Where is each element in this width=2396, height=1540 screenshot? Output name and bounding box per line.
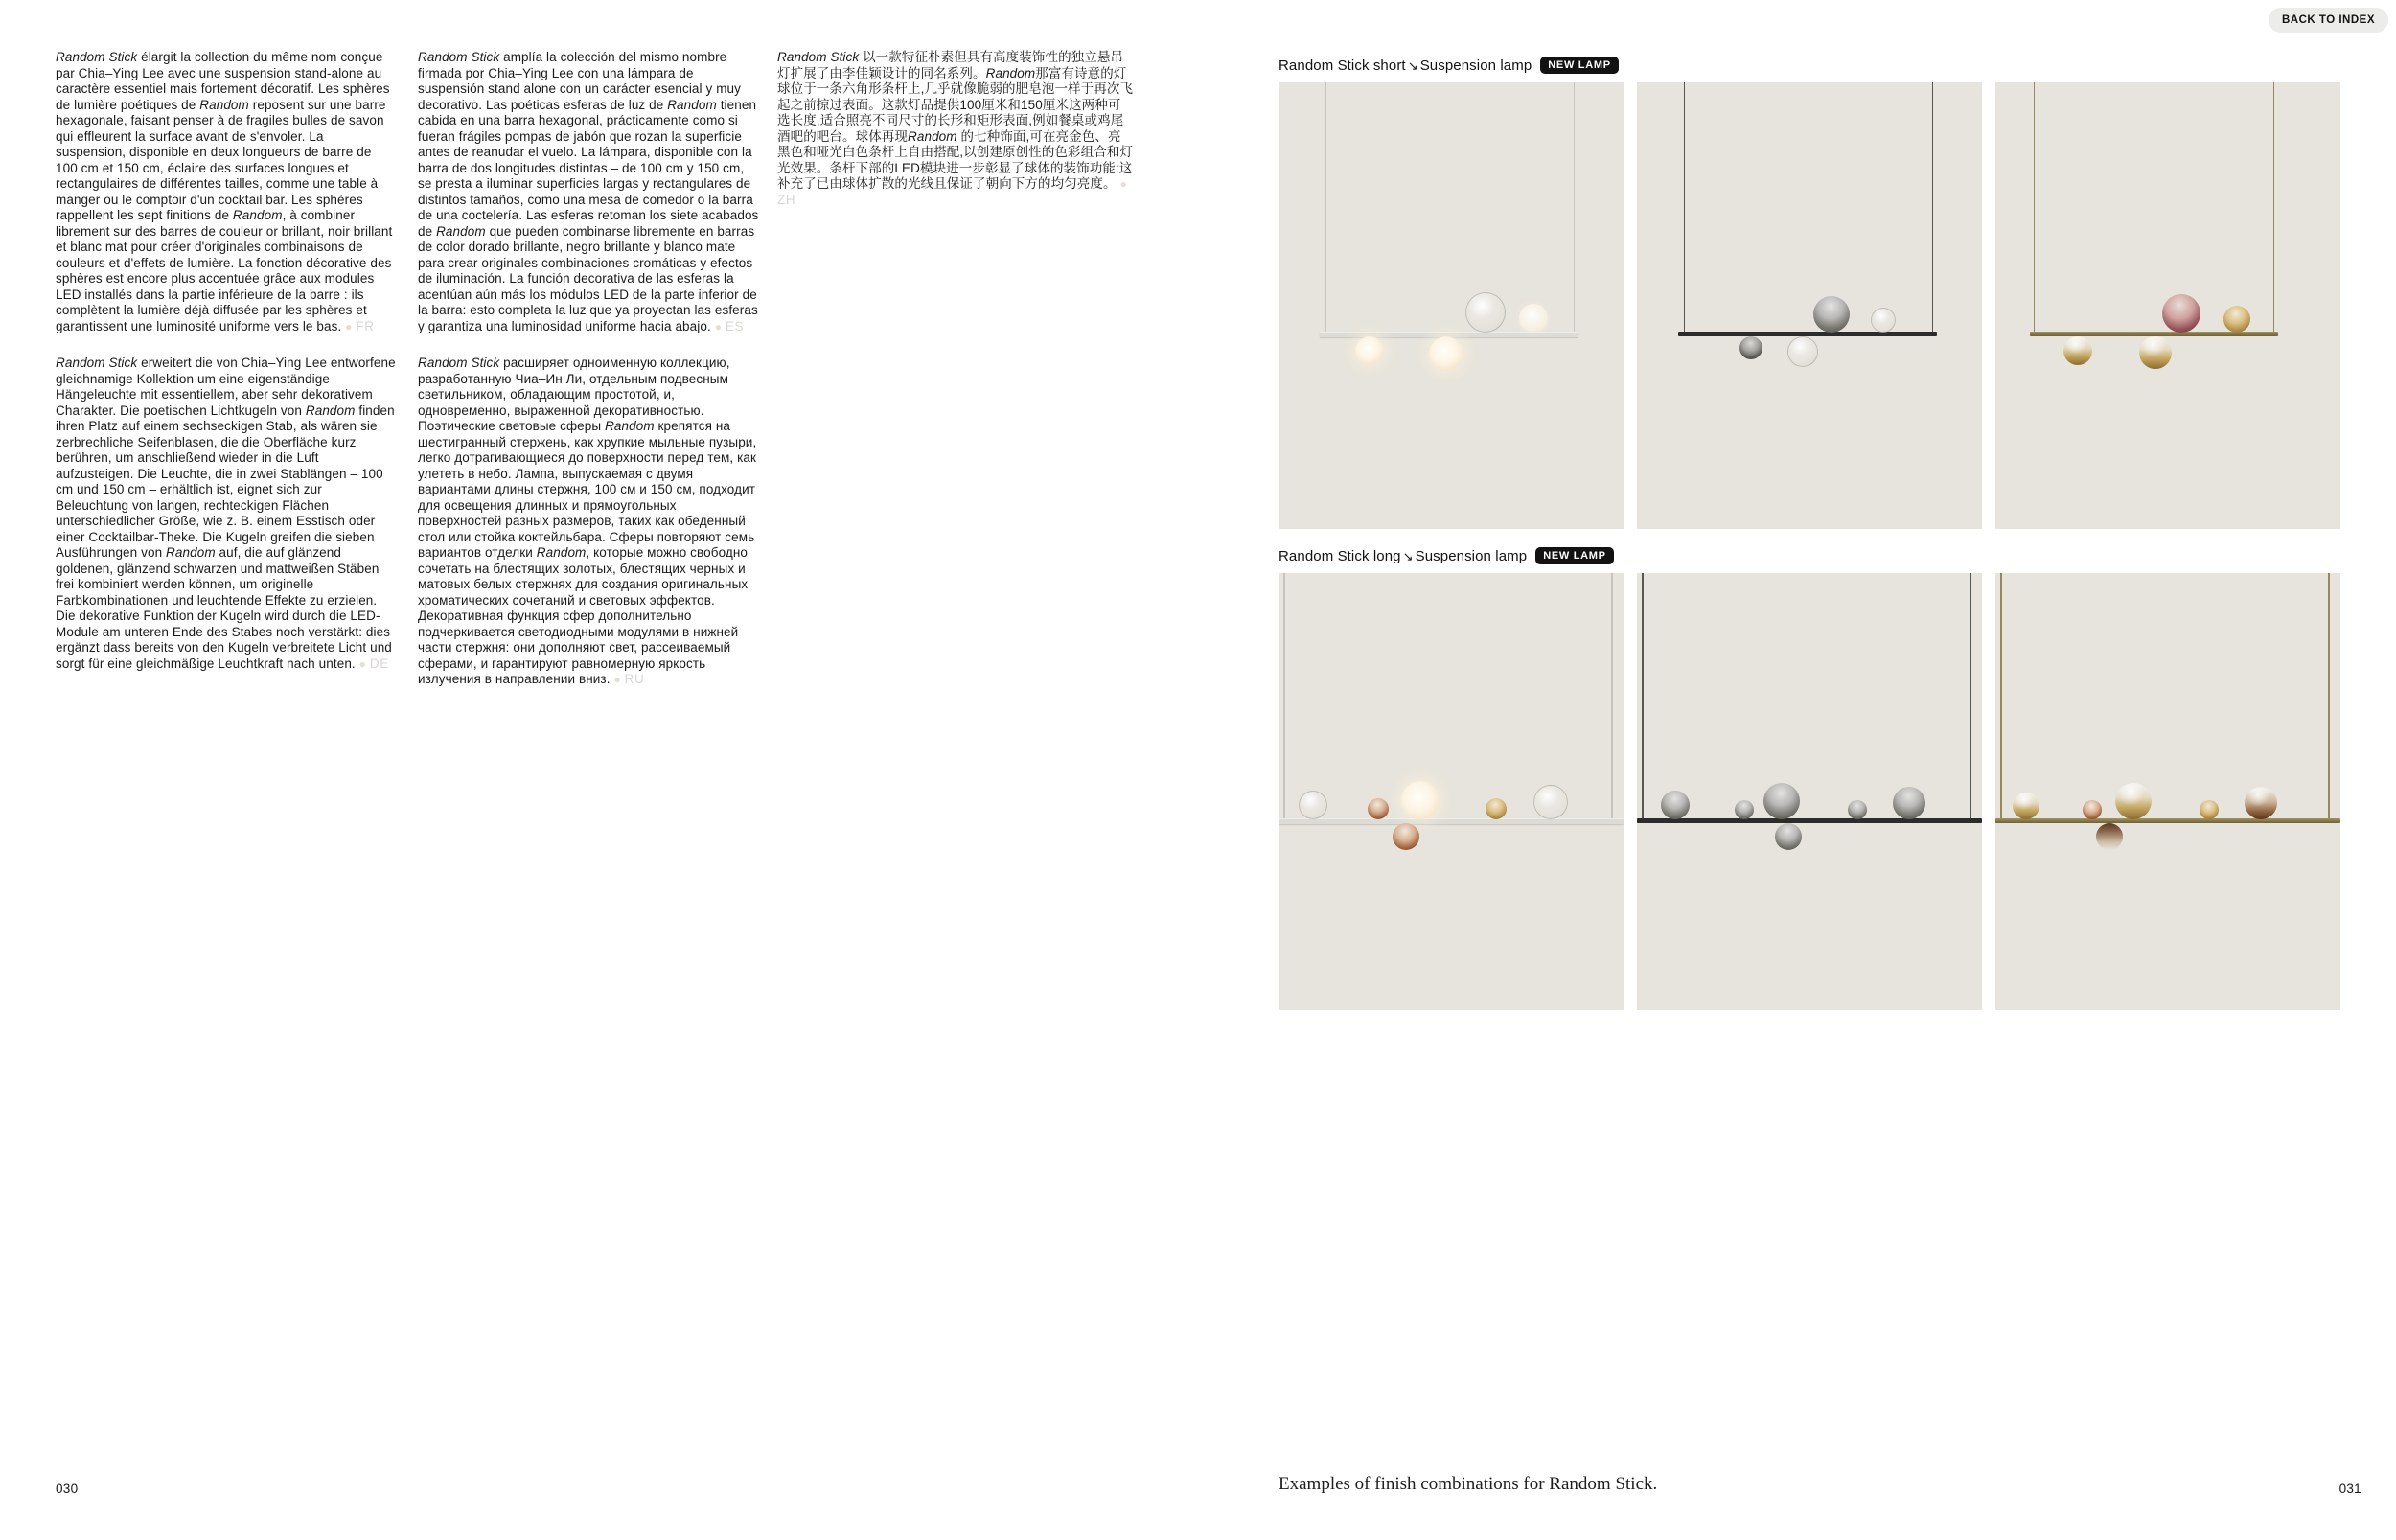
glass-sphere-glow (1429, 336, 1463, 371)
lamp-photo-random-stick-short-white (1279, 82, 1624, 529)
body-paragraph-zh: Random Stick 以一款特征朴素但具有高度装饰性的独立悬吊灯扩展了由李佳颖设计的同名系列。Random那富有诗意的灯球位于一条六角形条杆上,几乎就像脆弱的肥皂泡一样于再次飞起之前掠过表面。这款灯品提供100厘米和150厘米这两种可选长度,适合照亮不同尺寸的长形和矩形表面,例如餐桌或鸡尾酒吧的吧台。球体再现Random 的七种饰面,可在亮金色、亮黑色和哑光白色条杆上自由搭配,以创建原创性的色彩组合和灯光效果。条杆下部的LED模块进一步彰显了球体的装饰功能:这补充了已由球体扩散的光线且保证了朝向下方的均匀亮度。 ● ZH (777, 50, 1134, 207)
glass-sphere-glow (1401, 781, 1440, 819)
lamp-bar (1678, 332, 1937, 336)
text-column-es-ru (418, 50, 759, 709)
lamp-bar (1279, 818, 1624, 824)
suspension-cable (2273, 82, 2275, 333)
suspension-cable (2034, 82, 2036, 333)
gallery-row-title: Random Stick long ↘ Suspension lamp (1279, 547, 1528, 564)
lamp-photo-random-stick-long-white (1279, 573, 1624, 1010)
glass-sphere-gold (1486, 798, 1507, 819)
body-paragraph-es: Random Stick amplía la colección del mismo nombre firmada por Chia–Ying Lee con una lámpara de suspensión stand alone con un carácter esencial y muy decorativo. Las poéticas esferas de luz de Random tienen cabida en una barra hexagonal, prácticamente como si fueran frágiles pompas de jabón que rozan la superficie antes de reanudar el vuelo. La lámpara, disponible con la barra de dos longitudes distintas – de 100 cm y 150 cm, se presta a iluminar superficies largas y rectangulares de distintos tamaños, como una mesa de comedor o la barra de una coctelería. Las esferas retoman los siete acabados de Random que pueden combinarse libremente en barras de color dorado brillante, negro brillante y blanco mate para crear originales combinaciones cromáticas y efectos de iluminación. La función decorativa de las esferas la acentúan aún más los módulos LED de la parte inferior de la barra: esto completa la luz que ya proyectan las esferas y garantiza una luminosidad uniforme hacia abajo. ● ES (418, 50, 759, 333)
language-dot-icon: ● (613, 673, 621, 686)
gallery-row-title: Random Stick short ↘ Suspension lamp (1279, 57, 1532, 74)
gallery-row-header-short (1279, 54, 1619, 77)
lamp-photo-random-stick-long-gold (1995, 573, 2340, 1010)
gallery-row-long (1279, 573, 2340, 1010)
glass-sphere-chrome (1739, 336, 1762, 359)
page-number-right: 031 (2338, 1482, 2361, 1496)
glass-sphere-smoke (1735, 800, 1754, 819)
language-dot-icon: ● (345, 319, 353, 333)
arrow-icon: ↘ (1402, 548, 1414, 563)
glass-sphere-brownfade (2245, 787, 2277, 819)
suspension-cable (1283, 573, 1285, 820)
gallery-row-short (1279, 82, 2340, 529)
glass-sphere-smoke (1775, 823, 1802, 850)
glass-sphere-white (1519, 304, 1548, 333)
page-number-left: 030 (56, 1482, 79, 1496)
text-column-zh (777, 50, 1134, 229)
glass-sphere-smoke (1848, 800, 1867, 819)
glass-sphere-goldfade (2139, 336, 2172, 369)
body-paragraph-de: Random Stick erweitert die von Chia–Ying Lee entworfene gleichnamige Kollektion um eine eigenständige Hängeleuchte mit essentiellem, aber sehr dekorativem Charakter. Die poetischen Lichtkugeln von Random finden ihren Platz auf einem sechseckigen Stab, als wären sie zerbrechliche Seifenblasen, die die Oberfläche kurz berühren, um anschließend wieder in die Luft aufzusteigen. Die Leuchte, die in zwei Stablängen – 100 cm und 150 cm – erhältlich ist, eignet sich zur Beleuchtung von langen, rechteckigen Flächen unterschiedlicher Größe, wie z. B. einem Esstisch oder einer Cocktailbar-Theke. Die Kugeln greifen die sieben Ausführungen von Random auf, die auf glänzend goldenen, glänzend schwarzen und mattweißen Stäben frei kombiniert werden können, um originelle Farbkombinationen und leuchtende Effekte zu erzielen. Die dekorative Funktion der Kugeln wird durch die LED-Module am unteren Ende des Stabes noch verstärkt: dies ergänzt dass bereits von den Kugeln verbreitete Licht und sorgt für eine gleichmäßige Leuchtkraft nach unten. ● DE (56, 356, 396, 671)
caption: Examples of finish combinations for Random Stick. (1279, 1474, 1658, 1494)
glass-sphere-clear (1787, 336, 1818, 367)
new-lamp-badge: NEW LAMP (1540, 57, 1618, 74)
glass-sphere-copper (2083, 800, 2102, 819)
language-code: ES (725, 318, 745, 333)
suspension-cable (1932, 82, 1934, 333)
language-dot-icon: ● (714, 319, 723, 333)
language-code: FR (356, 318, 375, 333)
arrow-icon: ↘ (1407, 57, 1418, 73)
language-code: DE (369, 655, 389, 671)
glass-sphere-goldfade (2063, 336, 2092, 365)
glass-sphere-copper (1368, 798, 1389, 819)
glass-sphere-browninv (2096, 823, 2123, 850)
glass-sphere-smoke (1893, 787, 1925, 819)
language-dot-icon: ● (1119, 177, 1127, 191)
suspension-cable (1574, 82, 1576, 333)
gallery-row-header-long (1279, 544, 1614, 567)
body-paragraph-fr: Random Stick élargit la collection du même nom conçue par Chia–Ying Lee avec une suspension stand-alone au caractère essentiel mais fortement décoratif. Les sphères de lumière poétiques de Random reposent sur une barre hexagonale, faisant penser à de fragiles bulles de savon qui effleurent la surface avant de s'envoler. La suspension, disponible en deux longueurs de barre de 100 cm et 150 cm, éclaire des surfaces longues et rectangulaires de différentes tailles, comme une table à manger ou le comptoir d'un cocktail bar. Les sphères rappellent les sept finitions de Random, à combiner librement sur des barres de couleur or brillant, noir brillant et blanc mat pour créer d'originales combinaisons de couleurs et d'effets de lumière. La fonction décorative des sphères est encore plus accentuée grâce aux modules LED installés dans la partie inférieure de la barre : ils complètent la lumière déjà diffusée par les sphères et garantissent une luminosité uniforme vers le bas. ● FR (56, 50, 393, 333)
suspension-cable (1611, 573, 1613, 820)
language-code: RU (624, 672, 645, 686)
suspension-cable (1684, 82, 1686, 333)
glass-sphere-goldfade (2013, 793, 2039, 819)
glass-sphere-plum (2162, 294, 2200, 333)
glass-sphere-clear (1299, 791, 1327, 819)
lamp-photo-random-stick-long-black (1637, 573, 1982, 1010)
glass-sphere-clear (1465, 292, 1506, 333)
suspension-cable (1970, 573, 1971, 820)
glass-sphere-goldfade (2115, 783, 2152, 819)
suspension-cable (1642, 573, 1644, 820)
lamp-photo-random-stick-short-black (1637, 82, 1982, 529)
new-lamp-badge: NEW LAMP (1535, 547, 1613, 564)
glass-sphere-clear (1871, 308, 1896, 333)
glass-sphere-glow (1355, 336, 1384, 365)
lamp-bar (1637, 818, 1982, 823)
glass-sphere-smoke (1661, 791, 1690, 819)
text-column-fr-de (56, 50, 397, 693)
suspension-cable (2000, 573, 2002, 820)
lamp-bar (1995, 818, 2340, 823)
language-code: ZH (777, 192, 796, 207)
glass-sphere-gold (2223, 306, 2250, 333)
glass-sphere-smoke (1813, 296, 1850, 333)
suspension-cable (2328, 573, 2330, 820)
lamp-photo-random-stick-short-gold (1995, 82, 2340, 529)
language-dot-icon: ● (358, 656, 366, 671)
glass-sphere-smoke (1763, 783, 1800, 819)
suspension-cable (1325, 82, 1327, 333)
glass-sphere-gold (2200, 800, 2219, 819)
glass-sphere-copper (1393, 823, 1419, 850)
back-to-index-button[interactable]: BACK TO INDEX (2269, 8, 2388, 33)
body-paragraph-ru: Random Stick расширяет одноименную коллекцию, разработанную Чиа–Ин Ли, отдельным подвесным светильником, обладающим простотой, и, одновременно, выраженной декоративностью. Поэтические световые сферы Random крепятся на шестигранный стержень, как хрупкие мыльные пузыри, легко дотрагивающиеся до поверхности перед тем, как улететь в небо. Лампа, выпускаемая с двумя вариантами длины стержня, 100 см и 150 см, подходит для освещения длинных и прямоугольных поверхностей разных размеров, таких как обеденный стол или стойка коктейльбара. Сферы повторяют семь вариантов отделки Random, которые можно свободно сочетать на блестящих золотых, блестящих черных и матовых белых стержнях для создания оригинальных хроматических сочетаний и световых эффектов. Декоративная функция сфер дополнительно подчеркивается светодиодными модулями в нижней части стержня: они дополняют свет, рассеиваемый сферами, и гарантируют равномерную яркость излучения в направлении вниз. ● RU (418, 356, 757, 686)
glass-sphere-clear (1533, 785, 1568, 819)
